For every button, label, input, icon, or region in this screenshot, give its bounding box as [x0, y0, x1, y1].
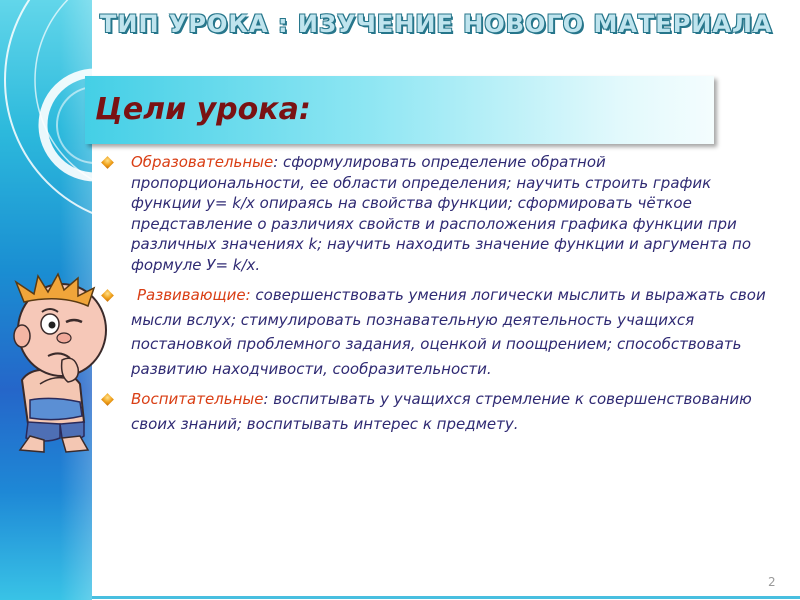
bullet-text: : сформулировать определение обратной пропорциональности, ее области определения; научить строить график функции y= k/x опираясь на свойства функции; сформировать чёткое представление о различиях свойств и расположения графика функции при различных значениях k; научить находить значение функции и аргумента по формуле У= k/x. — [131, 153, 752, 274]
thinking-boy-clipart — [0, 272, 115, 454]
diamond-bullet-icon — [101, 156, 114, 169]
list-item — [103, 387, 783, 436]
bullet-lead: Воспитательные — [131, 390, 264, 408]
goals-banner — [85, 76, 714, 144]
bottom-rule — [92, 596, 800, 599]
list-item — [103, 152, 783, 275]
bullet-text: : воспитывать у учащихся стремление к совершенствованию своих знаний; воспитывать интерес к предмету. — [131, 390, 752, 433]
bullet-lead: Развивающие: — [137, 286, 251, 304]
bullet-lead: Образовательные — [131, 153, 274, 171]
goals-list — [103, 152, 783, 436]
list-item — [103, 283, 783, 381]
slide-title: ТИП УРОКА : ИЗУЧЕНИЕ НОВОГО МАТЕРИАЛА — [100, 10, 773, 38]
bullet-text: совершенствовать умения логически мыслить и выражать свои мысли вслух; стимулировать познавательную деятельность учащихся постановкой проблемного задания, оценкой и поощрением; способствовать развитию находчивости, сообразительности. — [131, 286, 766, 378]
goals-heading: Цели урока: — [95, 92, 311, 127]
slide-number: 2 — [768, 575, 776, 589]
